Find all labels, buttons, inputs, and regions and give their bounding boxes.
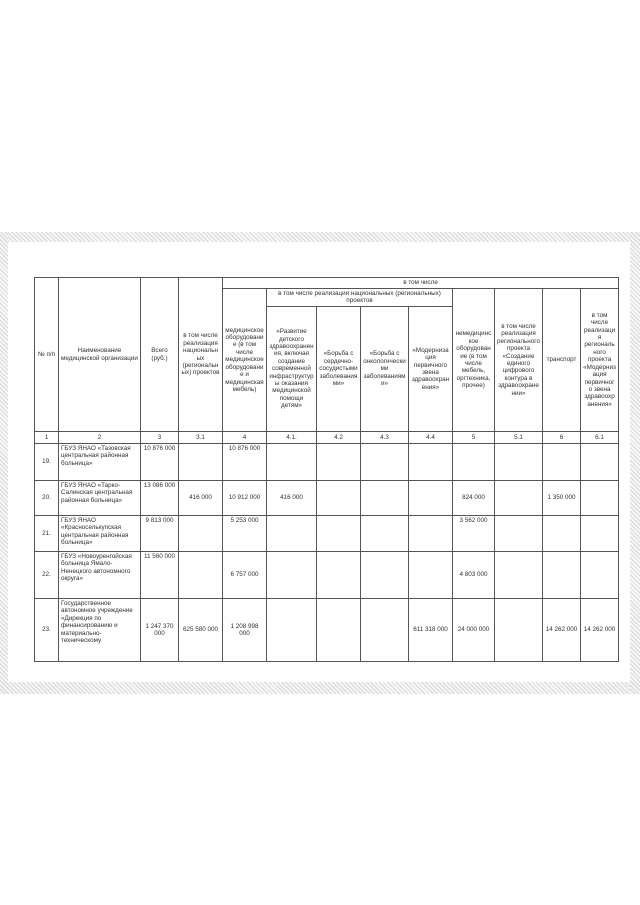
col-header-cardio: «Борьба с сердечно-сосудистыми заболеваниями» [317,306,361,431]
column-number: 4.4 [409,432,453,444]
table-row [35,481,619,516]
column-number: 4.2 [317,432,361,444]
scan-border-left [0,232,8,694]
oncology-value [361,552,409,599]
children-value: 416 000 [267,481,317,516]
col-header-total: Всего (руб.) [141,278,179,432]
column-number: 3.1 [179,432,223,444]
organization-name: ГБУЗ «Новоуренгойская больница Ямало-Ненецкого автономного округа» [59,552,141,599]
cardio-value [317,481,361,516]
total-value: 10 876 000 [141,444,179,481]
transport-value [543,444,581,481]
national-value: 416 000 [179,481,223,516]
medical-value: 5 253 000 [223,516,267,552]
national-value [179,516,223,552]
total-value: 1 247 370 000 [141,599,179,662]
header-row-1 [35,278,619,289]
medical-value: 1 208 998 000 [223,599,267,662]
scan-border-top [0,232,640,242]
cardio-value [317,444,361,481]
total-value: 9 813 000 [141,516,179,552]
transport-value [543,552,581,599]
row-number: 23. [35,599,59,662]
transport-project-value [581,552,619,599]
transport-project-value [581,481,619,516]
primary-care-value [409,552,453,599]
column-number: 4 [223,432,267,444]
oncology-value [361,599,409,662]
organization-name: ГБУЗ ЯНАО «Тазовская центральная районная больница» [59,444,141,481]
medical-value: 10 876 000 [223,444,267,481]
col-header-nonmedical: немедицинское оборудование (в том числе мебель, оргтехника, прочее) [453,289,495,432]
oncology-value [361,516,409,552]
children-value [267,599,317,662]
cardio-value [317,516,361,552]
medical-value: 10 912 000 [223,481,267,516]
column-number: 4.1. [267,432,317,444]
col-header-national: в том числе реализация национальных (региональных) проектов [179,278,223,432]
digital-value [495,481,543,516]
column-number: 6 [543,432,581,444]
col-header-digital: в том числе реализация регионального проекта «Создание единого цифрового контура в здравоохранении» [495,289,543,432]
children-value [267,444,317,481]
row-number: 20. [35,481,59,516]
transport-project-value [581,516,619,552]
table-row [35,516,619,552]
national-value: 625 580 000 [179,599,223,662]
cardio-value [317,599,361,662]
transport-value [543,516,581,552]
cardio-value [317,552,361,599]
column-number-row [35,432,619,444]
table-row [35,444,619,481]
scan-border-bottom [0,682,640,694]
col-header-name: Наименование медицинской организации [59,278,141,432]
column-number: 1 [35,432,59,444]
row-number: 22. [35,552,59,599]
col-header-oncology: «Борьба с онкологическими заболеваниями» [361,306,409,431]
transport-value: 1 350 000 [543,481,581,516]
transport-value: 14 262 000 [543,599,581,662]
children-value [267,552,317,599]
col-header-medical: медицинское оборудование (в том числе медицинское оборудование и медицинская мебель) [223,289,267,432]
nonmedical-value: 824 000 [453,481,495,516]
children-value [267,516,317,552]
transport-project-value [581,444,619,481]
primary-care-value [409,481,453,516]
primary-care-value: 611 318 000 [409,599,453,662]
organization-name: ГБУЗ ЯНАО «Тарко-Салинская центральная районная больница» [59,481,141,516]
column-number: 6.1 [581,432,619,444]
digital-value [495,552,543,599]
column-number: 5.1 [495,432,543,444]
nonmedical-value: 4 803 000 [453,552,495,599]
digital-value [495,516,543,552]
scan-border-right [630,232,640,694]
budget-table [34,277,619,662]
total-value: 13 086 000 [141,481,179,516]
col-header-primary-care: «Модернизация первичного звена здравоохранения» [409,306,453,431]
nonmedical-value [453,444,495,481]
row-number: 19. [35,444,59,481]
oncology-value [361,481,409,516]
column-number: 5 [453,432,495,444]
total-value: 11 560 000 [141,552,179,599]
col-header-number: № п/п [35,278,59,432]
nonmedical-value: 24 000 000 [453,599,495,662]
primary-care-value [409,444,453,481]
table-row [35,599,619,662]
column-number: 4.3 [361,432,409,444]
column-number: 2 [59,432,141,444]
organization-name: Государственное автономное учреждение «Дирекция по финансированию и материально-техническому [59,599,141,662]
subgroup-header: в том числе реализация национальных (региональных) проектов [267,289,453,307]
digital-value [495,599,543,662]
col-header-children: «Развитие детского здравоохранения, включая создание современной инфраструктуры оказания медицинской помощи детям» [267,306,317,431]
col-header-transport-project: в том числе реализация регионального проекта «Модернизация первичного звена здравоохранения» [581,289,619,432]
transport-project-value: 14 262 000 [581,599,619,662]
national-value [179,444,223,481]
medical-value: 6 757 000 [223,552,267,599]
group-header: в том числе [223,278,619,289]
organization-name: ГБУЗ ЯНАО «Красноселькупская центральная районная больница» [59,516,141,552]
national-value [179,552,223,599]
nonmedical-value: 3 562 000 [453,516,495,552]
row-number: 21. [35,516,59,552]
column-number: 3 [141,432,179,444]
oncology-value [361,444,409,481]
digital-value [495,444,543,481]
col-header-transport: транспорт [543,289,581,432]
table-row [35,552,619,599]
primary-care-value [409,516,453,552]
